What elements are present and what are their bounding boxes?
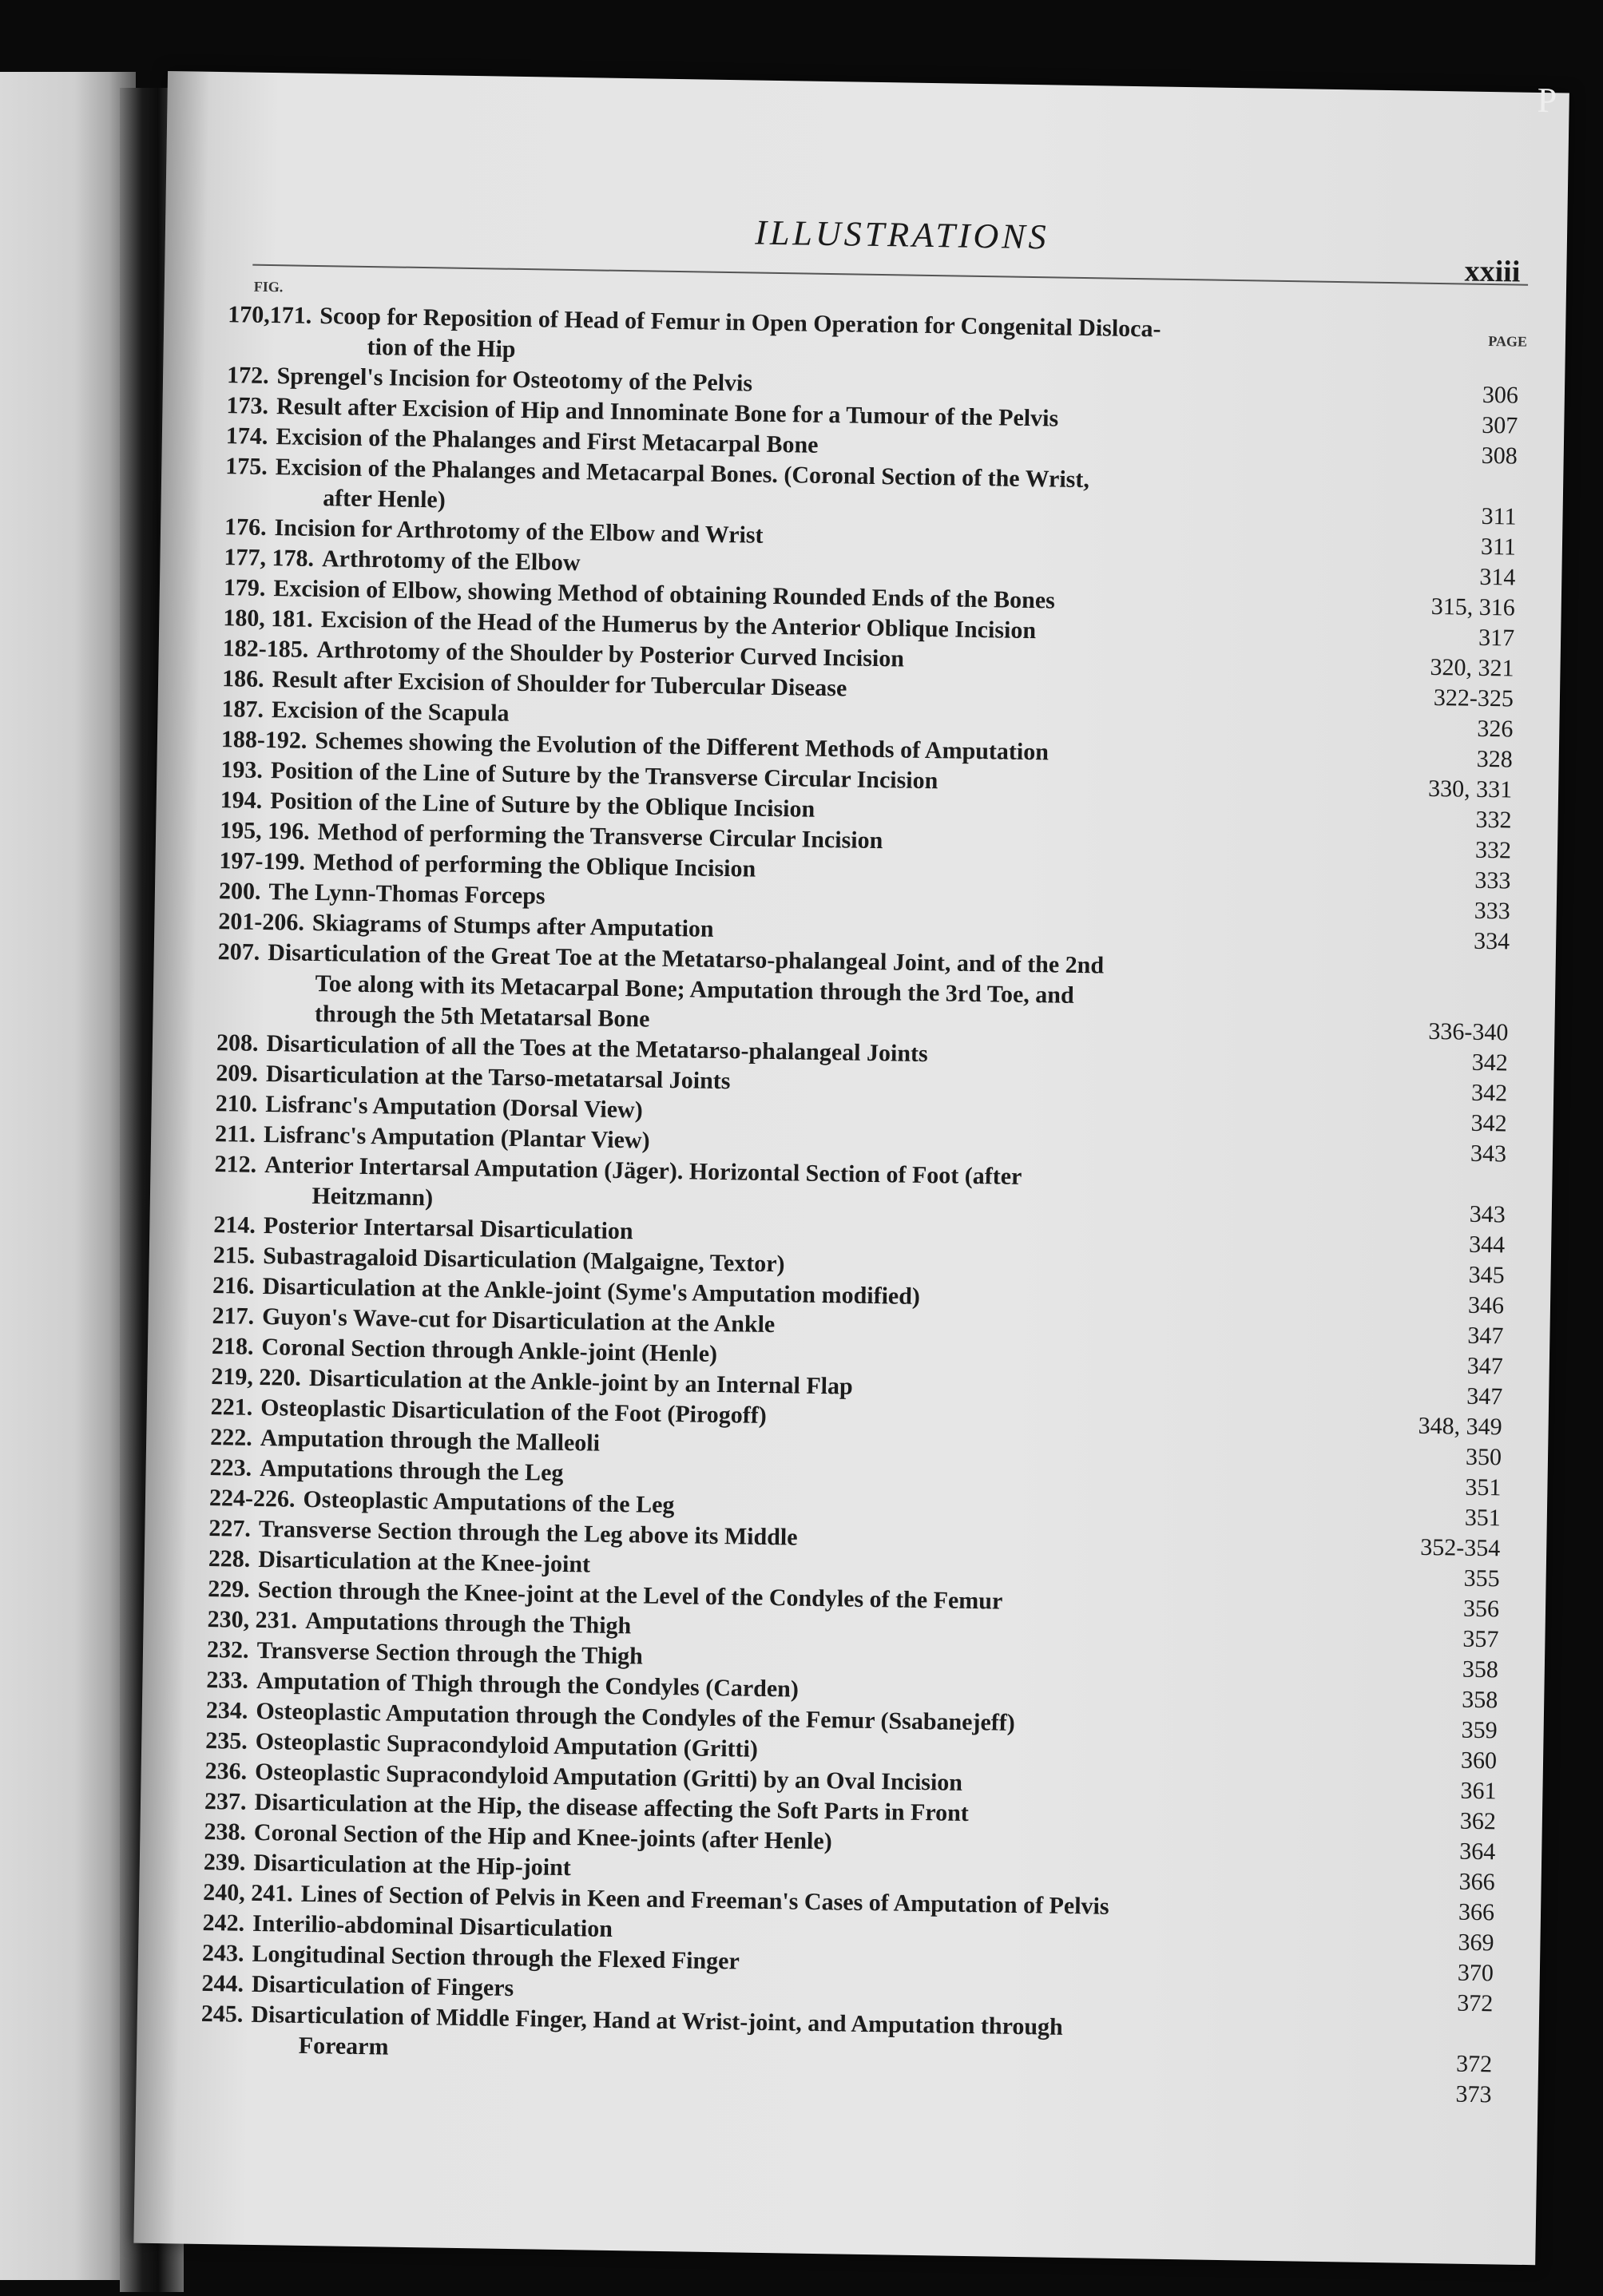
figure-number: 174. <box>225 422 268 450</box>
figure-number: 227. <box>208 1515 252 1542</box>
column-heading-fig: FIG. <box>253 278 284 295</box>
figure-number: 217. <box>212 1303 255 1330</box>
figure-title-line: Arthrotomy of the Elbow <box>321 545 581 577</box>
figure-number: 218. <box>211 1333 254 1360</box>
figure-number: 179. <box>223 574 266 601</box>
figure-title-line: Interilio-abdominal Disarticulation <box>252 1909 613 1943</box>
page-reference: 314 <box>1479 563 1516 591</box>
figure-number: 232. <box>206 1636 249 1664</box>
figure-number: 207. <box>217 938 260 966</box>
figure-title-line: Lisfranc's Amputation (Plantar View) <box>263 1121 650 1154</box>
figure-title-line: Scoop for Reposition of Head of Femur in Open Operation for Congenital Disloca- <box>319 303 1161 343</box>
page-reference: 350 <box>1465 1443 1502 1471</box>
page-reference: 351 <box>1465 1473 1502 1501</box>
page-reference: 308 <box>1481 442 1518 470</box>
figure-title-line: Transverse Section through the Thigh <box>256 1636 644 1670</box>
page-reference: 317 <box>1478 624 1515 652</box>
figure-title-line: Transverse Section through the Leg above its Middle <box>258 1515 798 1551</box>
column-heading-page: PAGE <box>1488 332 1528 350</box>
running-title: ILLUSTRATIONS <box>755 212 1049 257</box>
page-reference: 362 <box>1459 1807 1497 1835</box>
page-reference: 352-354 <box>1419 1533 1501 1562</box>
figure-title-line: Osteoplastic Amputation through the Condyles of the Femur (Ssabanejeff) <box>256 1697 1016 1736</box>
page-reference: 346 <box>1467 1291 1505 1319</box>
figure-number: 188-192. <box>220 726 308 754</box>
figure-number: 187. <box>221 696 264 723</box>
figure-number: 195, 196. <box>219 817 310 845</box>
page-reference: 322-325 <box>1433 684 1514 712</box>
figure-title-line: Forearm <box>298 2032 389 2060</box>
figure-number: 180, 181. <box>223 605 314 632</box>
figure-title-line: Osteoplastic Supracondyloid Amputation (Gritti) by an Oval Incision <box>254 1758 963 1796</box>
figure-title-line: tion of the Hip <box>367 333 516 363</box>
figure-number: 242. <box>202 1909 245 1937</box>
figure-number: 221. <box>210 1394 253 1421</box>
figure-title-line: Excision of the Phalanges and First Metacarpal Bone <box>276 423 819 458</box>
figure-title-line: Excision of the Scapula <box>271 696 510 727</box>
book-page <box>133 71 1569 2265</box>
page-reference: 372 <box>1457 1989 1494 2017</box>
figure-number: 212. <box>214 1151 257 1178</box>
figure-title-line: Position of the Line of Suture by the Transverse Circular Incision <box>270 757 938 795</box>
figure-number: 219, 220. <box>211 1363 302 1391</box>
figure-title-line: Subastragaloid Disarticulation (Malgaigne, Textor) <box>263 1243 785 1278</box>
page-reference: 347 <box>1466 1352 1504 1380</box>
page-reference: 311 <box>1481 502 1517 530</box>
previous-page-edge <box>0 72 136 2280</box>
figure-title-line: The Lynn-Thomas Forceps <box>268 878 546 910</box>
figure-title-line: Schemes showing the Evolution of the Different Methods of Amputation <box>315 727 1049 766</box>
figure-title-line: Coronal Section of the Hip and Knee-joints (after Henle) <box>253 1818 832 1855</box>
page-reference: 364 <box>1459 1838 1496 1866</box>
figure-number: 236. <box>204 1757 248 1785</box>
figure-title-line: Heitzmann) <box>311 1182 434 1211</box>
figure-title-line: Sprengel's Incision for Osteotomy of the Pelvis <box>276 363 753 397</box>
page-reference: 333 <box>1474 897 1511 925</box>
page-reference: 351 <box>1464 1504 1502 1532</box>
page-reference: 355 <box>1463 1564 1500 1592</box>
figure-number: 175. <box>225 453 268 480</box>
figure-title-line: Disarticulation at the Tarso-metatarsal Joints <box>265 1061 731 1095</box>
figure-number: 222. <box>209 1424 252 1451</box>
figure-title-line: Longitudinal Section through the Flexed Finger <box>252 1940 740 1975</box>
figure-number: 243. <box>201 1939 244 1967</box>
figure-title-line: Guyon's Wave-cut for Disarticulation at the Ankle <box>261 1303 776 1338</box>
figure-title-line: Method of performing the Transverse Circular Incision <box>317 819 883 855</box>
figure-title-line: Excision of the Phalanges and Metacarpal Bones. (Coronal Section of the Wrist, <box>275 454 1090 494</box>
figure-number: 244. <box>201 1969 244 1997</box>
page-header <box>165 203 1567 289</box>
figure-title-line: Amputations through the Leg <box>259 1454 564 1486</box>
page-reference: 366 <box>1458 1868 1495 1896</box>
figure-number: 240, 241. <box>203 1878 294 1907</box>
page-reference: 359 <box>1461 1716 1498 1744</box>
figure-title-line: Toe along with its Metacarpal Bone; Amputation through the 3rd Toe, and <box>315 970 1074 1009</box>
illustrations-list <box>200 299 1519 2110</box>
figure-number: 186. <box>221 665 264 692</box>
page-reference: 372 <box>1455 2050 1493 2078</box>
page-reference: 332 <box>1475 806 1512 834</box>
figure-number: 194. <box>220 787 263 814</box>
figure-title-line: through the 5th Metatarsal Bone <box>314 1001 650 1033</box>
figure-number: 235. <box>204 1727 248 1755</box>
figure-title-line: Section through the Knee-joint at the Level of the Condyles of the Femur <box>257 1576 1003 1615</box>
page-reference: 344 <box>1468 1231 1506 1259</box>
page-reference: 348, 349 <box>1418 1412 1502 1441</box>
page-reference: 360 <box>1460 1747 1498 1775</box>
page-reference: 311 <box>1480 533 1517 561</box>
figure-number: 193. <box>220 756 264 783</box>
figure-title-line: Disarticulation at the Knee-joint <box>258 1545 591 1578</box>
page-reference: 330, 331 <box>1427 775 1513 803</box>
figure-title-line: Coronal Section through Ankle-joint (Henle) <box>261 1334 718 1367</box>
page-reference: 306 <box>1482 381 1519 409</box>
figure-title-line: Disarticulation at the Ankle-joint by an Internal Flap <box>308 1364 853 1400</box>
figure-number: 223. <box>209 1454 252 1481</box>
figure-title-line: Amputation of Thigh through the Condyles (Carden) <box>256 1667 800 1703</box>
figure-number: 237. <box>204 1787 247 1815</box>
figure-title-line: Arthrotomy of the Shoulder by Posterior Curved Incision <box>315 636 905 672</box>
page-reference: 333 <box>1474 866 1511 894</box>
figure-title-line: Method of performing the Oblique Incision <box>312 848 756 882</box>
page-reference: 307 <box>1482 411 1518 439</box>
figure-number: 176. <box>224 514 267 541</box>
figure-number: 208. <box>216 1029 259 1057</box>
page-reference: 358 <box>1462 1656 1499 1683</box>
figure-title <box>267 938 1390 1046</box>
page-reference: 332 <box>1474 836 1512 864</box>
figure-title-line: Disarticulation at the Ankle-joint (Syme's Amputation modified) <box>262 1273 921 1310</box>
page-reference: 342 <box>1470 1079 1508 1107</box>
figure-title-line: Disarticulation of the Great Toe at the Metatarso-phalangeal Joint, and of the 2nd <box>268 939 1105 979</box>
page-reference: 361 <box>1460 1777 1497 1805</box>
figure-title-line: Position of the Line of Suture by the Oblique Incision <box>269 787 815 823</box>
figure-number: 177, 178. <box>224 544 315 572</box>
page-reference: 358 <box>1461 1686 1498 1714</box>
page-reference: 342 <box>1470 1109 1507 1137</box>
figure-number: 229. <box>207 1575 250 1603</box>
figure-number: 239. <box>203 1848 246 1876</box>
figure-number: 234. <box>205 1696 248 1724</box>
figure-number: 210. <box>215 1090 258 1117</box>
figure-title-line: Osteoplastic Amputations of the Leg <box>303 1485 675 1519</box>
figure-number: 215. <box>212 1242 256 1269</box>
figure-title-line: Skiagrams of Stumps after Amputation <box>311 909 714 942</box>
figure-title-line: Anterior Intertarsal Amputation (Jäger). Horizontal Section of Foot (after <box>264 1152 1022 1190</box>
figure-number: 201-206. <box>218 908 305 936</box>
figure-number: 172. <box>226 362 269 390</box>
figure-title-line: Amputation through the Malleoli <box>260 1425 601 1457</box>
figure-title-line: Result after Excision of Hip and Innominate Bone for a Tumour of the Pelvis <box>276 393 1059 432</box>
page-reference: 373 <box>1455 2080 1492 2108</box>
page-reference: 342 <box>1471 1049 1509 1077</box>
page-reference: 347 <box>1467 1322 1504 1350</box>
figure-title-line: Disarticulation of all the Toes at the Metatarso-phalangeal Joints <box>266 1030 928 1068</box>
page-reference: 343 <box>1469 1200 1506 1228</box>
figure-number: 216. <box>212 1272 255 1299</box>
figure-title-line: Lisfranc's Amputation (Dorsal View) <box>265 1091 643 1124</box>
figure-title-line: after Henle) <box>322 485 446 514</box>
figure-number: 211. <box>214 1120 256 1148</box>
page-reference: 357 <box>1462 1625 1499 1653</box>
page-reference: 343 <box>1470 1140 1507 1168</box>
figure-title-line: Disarticulation of Middle Finger, Hand at Wrist-joint, and Amputation through <box>251 2001 1064 2040</box>
figure-title-line: Excision of the Head of the Humerus by the Anterior Oblique Incision <box>320 606 1037 644</box>
page-reference: 315, 316 <box>1430 593 1515 621</box>
figure-number: 228. <box>208 1545 251 1572</box>
page-reference: 370 <box>1457 1959 1494 1987</box>
page-reference: 347 <box>1466 1382 1503 1410</box>
figure-title-line: Posterior Intertarsal Disarticulation <box>263 1212 633 1245</box>
figure-number: 224-226. <box>208 1485 296 1513</box>
page-reference: 369 <box>1458 1929 1494 1957</box>
figure-number: 170,171. <box>228 301 312 329</box>
figure-number: 182-185. <box>222 635 309 663</box>
page-reference: 320, 321 <box>1430 653 1514 682</box>
figure-title-line: Amputations through the Thigh <box>304 1607 632 1640</box>
figure-title-line: Disarticulation at the Hip-joint <box>253 1849 572 1882</box>
page-reference: 334 <box>1473 927 1510 955</box>
figure-title-line: Excision of Elbow, showing Method of obtaining Rounded Ends of the Bones <box>273 575 1056 614</box>
figure-number: 230, 231. <box>207 1605 298 1634</box>
figure-number: 197-199. <box>219 847 306 875</box>
page-reference: 336-340 <box>1428 1017 1509 1046</box>
figure-title-line: Result after Excision of Shoulder for Tubercular Disease <box>272 666 847 702</box>
figure-title-line: Incision for Arthrotomy of the Elbow and Wrist <box>274 514 764 549</box>
figure-title-line: Disarticulation at the Hip, the disease affecting the Soft Parts in Front <box>254 1788 970 1826</box>
figure-title-line: Disarticulation of Fingers <box>251 1970 514 2002</box>
page-reference: 326 <box>1477 715 1514 743</box>
figure-number: 173. <box>226 392 269 420</box>
corner-mark: P <box>1537 80 1557 121</box>
figure-number: 200. <box>218 878 261 905</box>
figure-number: 209. <box>216 1060 259 1087</box>
figure-number: 238. <box>204 1818 247 1846</box>
page-reference: 345 <box>1468 1261 1505 1289</box>
figure-number: 214. <box>213 1211 256 1239</box>
figure-number: 233. <box>206 1666 249 1694</box>
page-reference: 328 <box>1476 745 1514 773</box>
page-reference: 356 <box>1462 1595 1500 1623</box>
figure-title-line: Osteoplastic Disarticulation of the Foot (Pirogoff) <box>260 1394 768 1429</box>
figure-title-line: Osteoplastic Supracondyloid Amputation (Gritti) <box>255 1727 759 1763</box>
figure-title-line: Lines of Section of Pelvis in Keen and Freeman's Cases of Amputation of Pelvis <box>300 1880 1109 1920</box>
page-reference: 366 <box>1458 1898 1495 1926</box>
page-folio: xxiii <box>1464 254 1521 289</box>
figure-number: 245. <box>200 2000 244 2028</box>
